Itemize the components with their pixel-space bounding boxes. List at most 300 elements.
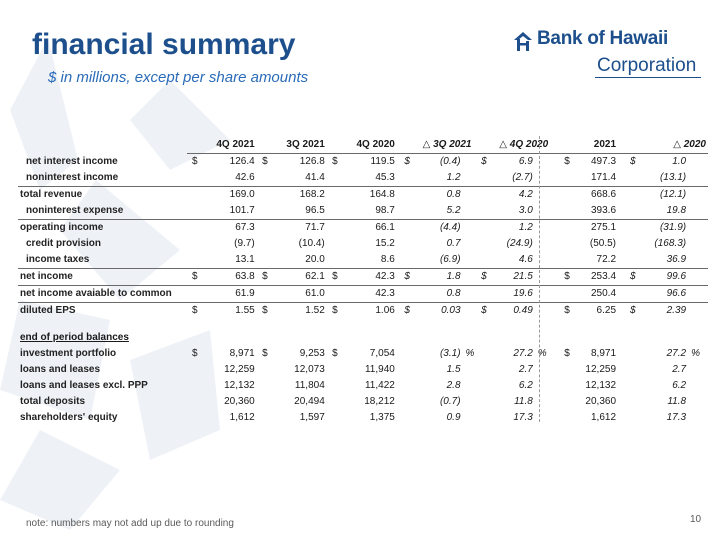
- percent-sign: [688, 252, 708, 269]
- dollar-sign: [397, 252, 410, 269]
- dollar-sign: [327, 378, 338, 394]
- percent-sign: [535, 220, 550, 237]
- col-header-change-3q-2021: △ 3Q 2021: [397, 136, 474, 154]
- dollar-sign: [397, 394, 410, 410]
- cell-value: 497.3: [590, 156, 617, 167]
- cell-value: 393.6: [590, 205, 617, 216]
- dollar-sign: [257, 362, 268, 378]
- cell-value: 98.7: [375, 205, 395, 216]
- dollar-sign: [550, 378, 570, 394]
- dollar-sign: [327, 203, 338, 220]
- dollar-sign: [397, 187, 410, 204]
- dollar-sign: [473, 170, 486, 187]
- row-label: net income: [18, 269, 187, 286]
- dollar-sign: [187, 220, 198, 237]
- percent-sign: [535, 410, 550, 426]
- page-subtitle: $ in millions, except per share amounts: [48, 69, 309, 86]
- cell-value: 1.06: [338, 303, 397, 320]
- percent-sign: [535, 362, 550, 378]
- percent-sign: [463, 170, 474, 187]
- percent-sign: [535, 269, 550, 286]
- row-label: shareholders' equity: [20, 412, 118, 423]
- dollar-sign: [618, 286, 636, 303]
- dollar-sign: [618, 378, 636, 394]
- section-title-balances: end of period balances: [20, 332, 129, 343]
- dollar-sign: [327, 410, 338, 426]
- spacer-cell: [18, 319, 708, 330]
- cell-change: 21.5: [487, 269, 535, 286]
- cell-change: (13.1): [659, 172, 687, 183]
- percent-sign: [463, 236, 474, 252]
- cell-value: 62.1: [268, 269, 327, 286]
- dollar-sign: [550, 410, 570, 426]
- dollar-sign: $: [550, 303, 570, 320]
- cell-change: 96.6: [636, 286, 689, 303]
- row-label: total deposits: [20, 396, 86, 407]
- dollar-sign: [550, 187, 570, 204]
- dollar-sign: [327, 220, 338, 237]
- cell-change: (24.9): [506, 238, 533, 249]
- dollar-sign: $: [192, 348, 198, 359]
- cell-change: 36.9: [666, 254, 687, 265]
- dollar-sign: $: [262, 348, 268, 359]
- percent-sign: [463, 203, 474, 220]
- bank-logo-icon: [512, 30, 534, 52]
- dollar-sign: [187, 170, 198, 187]
- dollar-sign: [257, 236, 268, 252]
- cell-change: 19.8: [666, 205, 687, 216]
- cell-change: 6.2: [518, 380, 533, 391]
- percent-sign: [463, 394, 474, 410]
- dollar-sign: [473, 410, 486, 426]
- dollar-sign: [187, 203, 198, 220]
- page-number: 10: [690, 514, 702, 525]
- percent-sign: [463, 220, 474, 237]
- row-label: noninterest expense: [26, 205, 124, 216]
- dollar-sign: $: [564, 348, 570, 359]
- page-title: financial summary: [32, 28, 296, 61]
- dollar-sign: [550, 252, 570, 269]
- table-row: [18, 154, 708, 171]
- dollar-sign: $: [629, 156, 636, 167]
- row-label: credit provision: [26, 238, 102, 249]
- percent-sign: [688, 410, 708, 426]
- dollar-sign: [257, 410, 268, 426]
- dollar-sign: [327, 187, 338, 204]
- percent-sign: [463, 378, 474, 394]
- dollar-sign: [473, 378, 486, 394]
- cell-change: (31.9): [636, 220, 689, 237]
- percent-sign: [463, 154, 474, 171]
- dollar-sign: $: [397, 303, 410, 320]
- dollar-sign: [187, 394, 198, 410]
- cell-change: 0.7: [446, 238, 461, 249]
- col-header-change-2020: △ 2020: [618, 136, 708, 154]
- cell-change: 6.2: [672, 380, 687, 391]
- dollar-sign: $: [404, 156, 410, 167]
- dollar-sign: [327, 394, 338, 410]
- cell-value: 72.2: [596, 254, 617, 265]
- cell-value: 42.6: [235, 172, 255, 183]
- dollar-sign: [618, 362, 636, 378]
- percent-sign: [463, 252, 474, 269]
- dollar-sign: [327, 362, 338, 378]
- cell-value: 61.0: [268, 286, 327, 303]
- dollar-sign: $: [327, 269, 338, 286]
- table-row: [18, 378, 708, 394]
- row-label: loans and leases: [20, 364, 101, 375]
- percent-sign: [535, 236, 550, 252]
- dollar-sign: [618, 394, 636, 410]
- percent-sign: %: [691, 348, 700, 359]
- cell-change: 27.2: [666, 348, 687, 359]
- dollar-sign: [327, 252, 338, 269]
- cell-change: 5.2: [446, 205, 461, 216]
- table-row: [18, 286, 708, 303]
- percent-sign: [535, 286, 550, 303]
- dollar-sign: [257, 203, 268, 220]
- cell-value: 20,360: [224, 396, 255, 407]
- dollar-sign: $: [187, 269, 198, 286]
- cell-change: 4.6: [518, 254, 533, 265]
- cell-change: 11.8: [667, 396, 687, 407]
- row-label: net income avaiable to common: [18, 286, 187, 303]
- dollar-sign: [550, 236, 570, 252]
- cell-value: 12,132: [585, 380, 617, 391]
- dollar-sign: [618, 252, 636, 269]
- cell-change: 1.2: [487, 220, 535, 237]
- percent-sign: %: [465, 348, 475, 359]
- cell-value: 12,073: [294, 364, 325, 375]
- cell-value: 169.0: [198, 187, 257, 204]
- row-label: noninterest income: [26, 172, 119, 183]
- dollar-sign: [473, 346, 486, 362]
- dollar-sign: $: [332, 348, 338, 359]
- footnote: note: numbers may not add up due to rounding: [26, 518, 234, 529]
- percent-sign: [535, 394, 550, 410]
- cell-value: 15.2: [375, 238, 395, 249]
- dollar-sign: [187, 286, 198, 303]
- cell-change: 4.2: [487, 187, 535, 204]
- percent-sign: %: [537, 348, 547, 359]
- dollar-sign: [550, 170, 570, 187]
- cell-change: 1.8: [410, 269, 463, 286]
- col-header-change-4q-2020: △ 4Q 2020: [473, 136, 550, 154]
- dollar-sign: $: [262, 156, 268, 167]
- cell-value: 13.1: [235, 254, 255, 265]
- cell-value: 20,494: [294, 396, 325, 407]
- dollar-sign: [473, 203, 486, 220]
- table-row: [18, 187, 708, 204]
- percent-sign: [688, 203, 708, 220]
- cell-change: 19.6: [487, 286, 535, 303]
- dollar-sign: $: [257, 269, 268, 286]
- bank-logo-name: Bank of Hawaii: [537, 28, 668, 49]
- dollar-sign: [327, 286, 338, 303]
- dollar-sign: [473, 252, 486, 269]
- cell-change: 0.8: [410, 187, 463, 204]
- dollar-sign: [397, 362, 410, 378]
- dollar-sign: [187, 410, 198, 426]
- cell-change: 27.2: [513, 348, 533, 359]
- row-label: operating income: [18, 220, 187, 237]
- dollar-sign: [473, 236, 486, 252]
- cell-change: 0.8: [410, 286, 463, 303]
- dollar-sign: [550, 286, 570, 303]
- dollar-sign: [257, 394, 268, 410]
- percent-sign: [688, 303, 708, 320]
- dollar-sign: [327, 170, 338, 187]
- percent-sign: [535, 252, 550, 269]
- percent-sign: [535, 303, 550, 320]
- row-label: income taxes: [26, 254, 90, 265]
- col-header-4q-2020: 4Q 2020: [327, 136, 397, 154]
- cell-change: 2.39: [636, 303, 689, 320]
- percent-sign: [463, 286, 474, 303]
- cell-value: 250.4: [570, 286, 618, 303]
- cell-value: 41.4: [305, 172, 325, 183]
- col-header-2021: 2021: [550, 136, 618, 154]
- dollar-sign: [473, 362, 486, 378]
- dollar-sign: $: [481, 156, 487, 167]
- dollar-sign: [397, 220, 410, 237]
- cell-change: 6.9: [518, 156, 533, 167]
- table-row: [18, 236, 708, 252]
- row-label: diluted EPS: [18, 303, 187, 320]
- table-row: [18, 269, 708, 286]
- percent-sign: [463, 269, 474, 286]
- dollar-sign: [257, 252, 268, 269]
- dollar-sign: [473, 394, 486, 410]
- percent-sign: [688, 394, 708, 410]
- cell-value: 6.25: [570, 303, 618, 320]
- cell-value: 61.9: [198, 286, 257, 303]
- cell-value: 8,971: [229, 348, 255, 359]
- cell-value: 7,054: [369, 348, 395, 359]
- percent-sign: [688, 220, 708, 237]
- dollar-sign: [257, 170, 268, 187]
- cell-change: (12.1): [636, 187, 689, 204]
- dollar-sign: [550, 394, 570, 410]
- cell-value: 275.1: [570, 220, 618, 237]
- dollar-sign: [550, 203, 570, 220]
- dollar-sign: [473, 286, 486, 303]
- dollar-sign: [618, 236, 636, 252]
- dollar-sign: $: [564, 156, 570, 167]
- cell-change: (4.4): [410, 220, 463, 237]
- financial-table-container: [18, 136, 708, 422]
- cell-value: 20.0: [305, 254, 325, 265]
- percent-sign: [688, 154, 708, 171]
- table-row: [18, 410, 708, 426]
- cell-value: 42.3: [338, 269, 397, 286]
- dollar-sign: [397, 236, 410, 252]
- dollar-sign: [397, 203, 410, 220]
- cell-value: 101.7: [229, 205, 255, 216]
- cell-value: 1,597: [299, 412, 325, 423]
- percent-sign: [688, 362, 708, 378]
- cell-value: 1.52: [268, 303, 327, 320]
- cell-change: 0.9: [446, 412, 461, 423]
- cell-value: 12,259: [224, 364, 255, 375]
- dollar-sign: $: [187, 303, 198, 320]
- percent-sign: [688, 286, 708, 303]
- dollar-sign: [550, 362, 570, 378]
- percent-sign: [535, 378, 550, 394]
- cell-value: 42.3: [338, 286, 397, 303]
- cell-value: 9,253: [299, 348, 325, 359]
- row-label: loans and leases excl. PPP: [20, 380, 148, 391]
- dollar-sign: [473, 220, 486, 237]
- cell-value: 126.8: [299, 156, 325, 167]
- cell-value: 67.3: [198, 220, 257, 237]
- dollar-sign: [618, 170, 636, 187]
- cell-change: 1.2: [446, 172, 461, 183]
- column-separator: [539, 136, 540, 422]
- cell-value: 96.5: [305, 205, 325, 216]
- percent-sign: [463, 410, 474, 426]
- row-label: investment portfolio: [20, 348, 117, 359]
- dollar-sign: [397, 378, 410, 394]
- cell-change: 17.3: [666, 412, 687, 423]
- cell-value: 1,375: [369, 412, 395, 423]
- dollar-sign: $: [332, 156, 338, 167]
- dollar-sign: $: [397, 269, 410, 286]
- cell-value: (10.4): [298, 238, 325, 249]
- dollar-sign: [187, 252, 198, 269]
- cell-change: (2.7): [512, 172, 533, 183]
- cell-value: (50.5): [589, 238, 617, 249]
- dollar-sign: $: [550, 269, 570, 286]
- dollar-sign: $: [257, 303, 268, 320]
- dollar-sign: [618, 220, 636, 237]
- dollar-sign: [257, 286, 268, 303]
- col-header-3q-2021: 3Q 2021: [257, 136, 327, 154]
- cell-value: 126.4: [229, 156, 255, 167]
- cell-value: 11,940: [364, 364, 395, 375]
- section-title-row: [18, 330, 708, 346]
- dollar-sign: [397, 346, 410, 362]
- dollar-sign: [257, 220, 268, 237]
- dollar-sign: [187, 236, 198, 252]
- dollar-sign: [618, 410, 636, 426]
- cell-value: 18,212: [364, 396, 395, 407]
- cell-value: 1.55: [198, 303, 257, 320]
- cell-change: 2.8: [446, 380, 461, 391]
- cell-change: 0.03: [410, 303, 463, 320]
- cell-change: 99.6: [636, 269, 689, 286]
- cell-change: 1.0: [672, 156, 687, 167]
- cell-change: 2.7: [518, 364, 533, 375]
- table-row: [18, 303, 708, 320]
- cell-change: 0.49: [487, 303, 535, 320]
- dollar-sign: [187, 362, 198, 378]
- cell-change: (0.4): [439, 156, 461, 167]
- header-spacer: [18, 136, 187, 154]
- dollar-sign: [397, 286, 410, 303]
- dollar-sign: [473, 187, 486, 204]
- dollar-sign: [257, 187, 268, 204]
- cell-change: (6.9): [439, 254, 461, 265]
- table-row: [18, 252, 708, 269]
- row-label: total revenue: [18, 187, 187, 204]
- dollar-sign: [618, 346, 636, 362]
- bank-logo-subtitle: Corporation: [597, 55, 697, 76]
- percent-sign: [688, 170, 708, 187]
- dollar-sign: [618, 203, 636, 220]
- dollar-sign: [550, 220, 570, 237]
- bank-logo: [512, 26, 702, 82]
- dollar-sign: [327, 236, 338, 252]
- table-row: [18, 362, 708, 378]
- cell-value: 71.7: [268, 220, 327, 237]
- percent-sign: [688, 378, 708, 394]
- cell-value: (9.7): [234, 238, 255, 249]
- cell-value: 66.1: [338, 220, 397, 237]
- percent-sign: [688, 269, 708, 286]
- cell-value: 119.5: [370, 156, 395, 167]
- percent-sign: [535, 203, 550, 220]
- logo-rule: [595, 77, 701, 78]
- dollar-sign: $: [618, 269, 636, 286]
- section-spacer: [18, 319, 708, 330]
- table-row: [18, 394, 708, 410]
- col-header-4q-2021: 4Q 2021: [187, 136, 257, 154]
- percent-sign: [463, 362, 474, 378]
- dollar-sign: [187, 187, 198, 204]
- cell-value: 253.4: [570, 269, 618, 286]
- cell-change: 2.7: [672, 364, 687, 375]
- cell-change: 1.5: [446, 364, 461, 375]
- dollar-sign: [397, 410, 410, 426]
- dollar-sign: [187, 378, 198, 394]
- cell-value: 668.6: [570, 187, 618, 204]
- dollar-sign: [397, 170, 410, 187]
- cell-value: 8,971: [590, 348, 617, 359]
- cell-change: (168.3): [654, 238, 687, 249]
- table-row: [18, 203, 708, 220]
- cell-value: 63.8: [198, 269, 257, 286]
- cell-value: 11,804: [294, 380, 325, 391]
- cell-value: 45.3: [375, 172, 395, 183]
- cell-value: 164.8: [338, 187, 397, 204]
- cell-value: 20,360: [585, 396, 617, 407]
- cell-value: 1,612: [229, 412, 255, 423]
- table-row: [18, 220, 708, 237]
- percent-sign: [535, 170, 550, 187]
- cell-value: 12,259: [585, 364, 617, 375]
- cell-change: (0.7): [439, 396, 461, 407]
- dollar-sign: $: [473, 303, 486, 320]
- cell-change: 11.8: [514, 396, 533, 407]
- cell-value: 171.4: [590, 172, 617, 183]
- cell-change: 3.0: [518, 205, 533, 216]
- percent-sign: [535, 187, 550, 204]
- cell-value: 11,422: [364, 380, 395, 391]
- dollar-sign: $: [327, 303, 338, 320]
- cell-change: 17.3: [513, 412, 533, 423]
- dollar-sign: $: [473, 269, 486, 286]
- percent-sign: [688, 236, 708, 252]
- financial-summary-table: [18, 136, 708, 426]
- cell-value: 12,132: [224, 380, 255, 391]
- dollar-sign: [257, 378, 268, 394]
- row-label: net interest income: [26, 155, 118, 167]
- cell-change: (3.1): [439, 348, 461, 359]
- cell-value: 8.6: [380, 254, 395, 265]
- dollar-sign: [618, 187, 636, 204]
- dollar-sign: $: [192, 156, 198, 167]
